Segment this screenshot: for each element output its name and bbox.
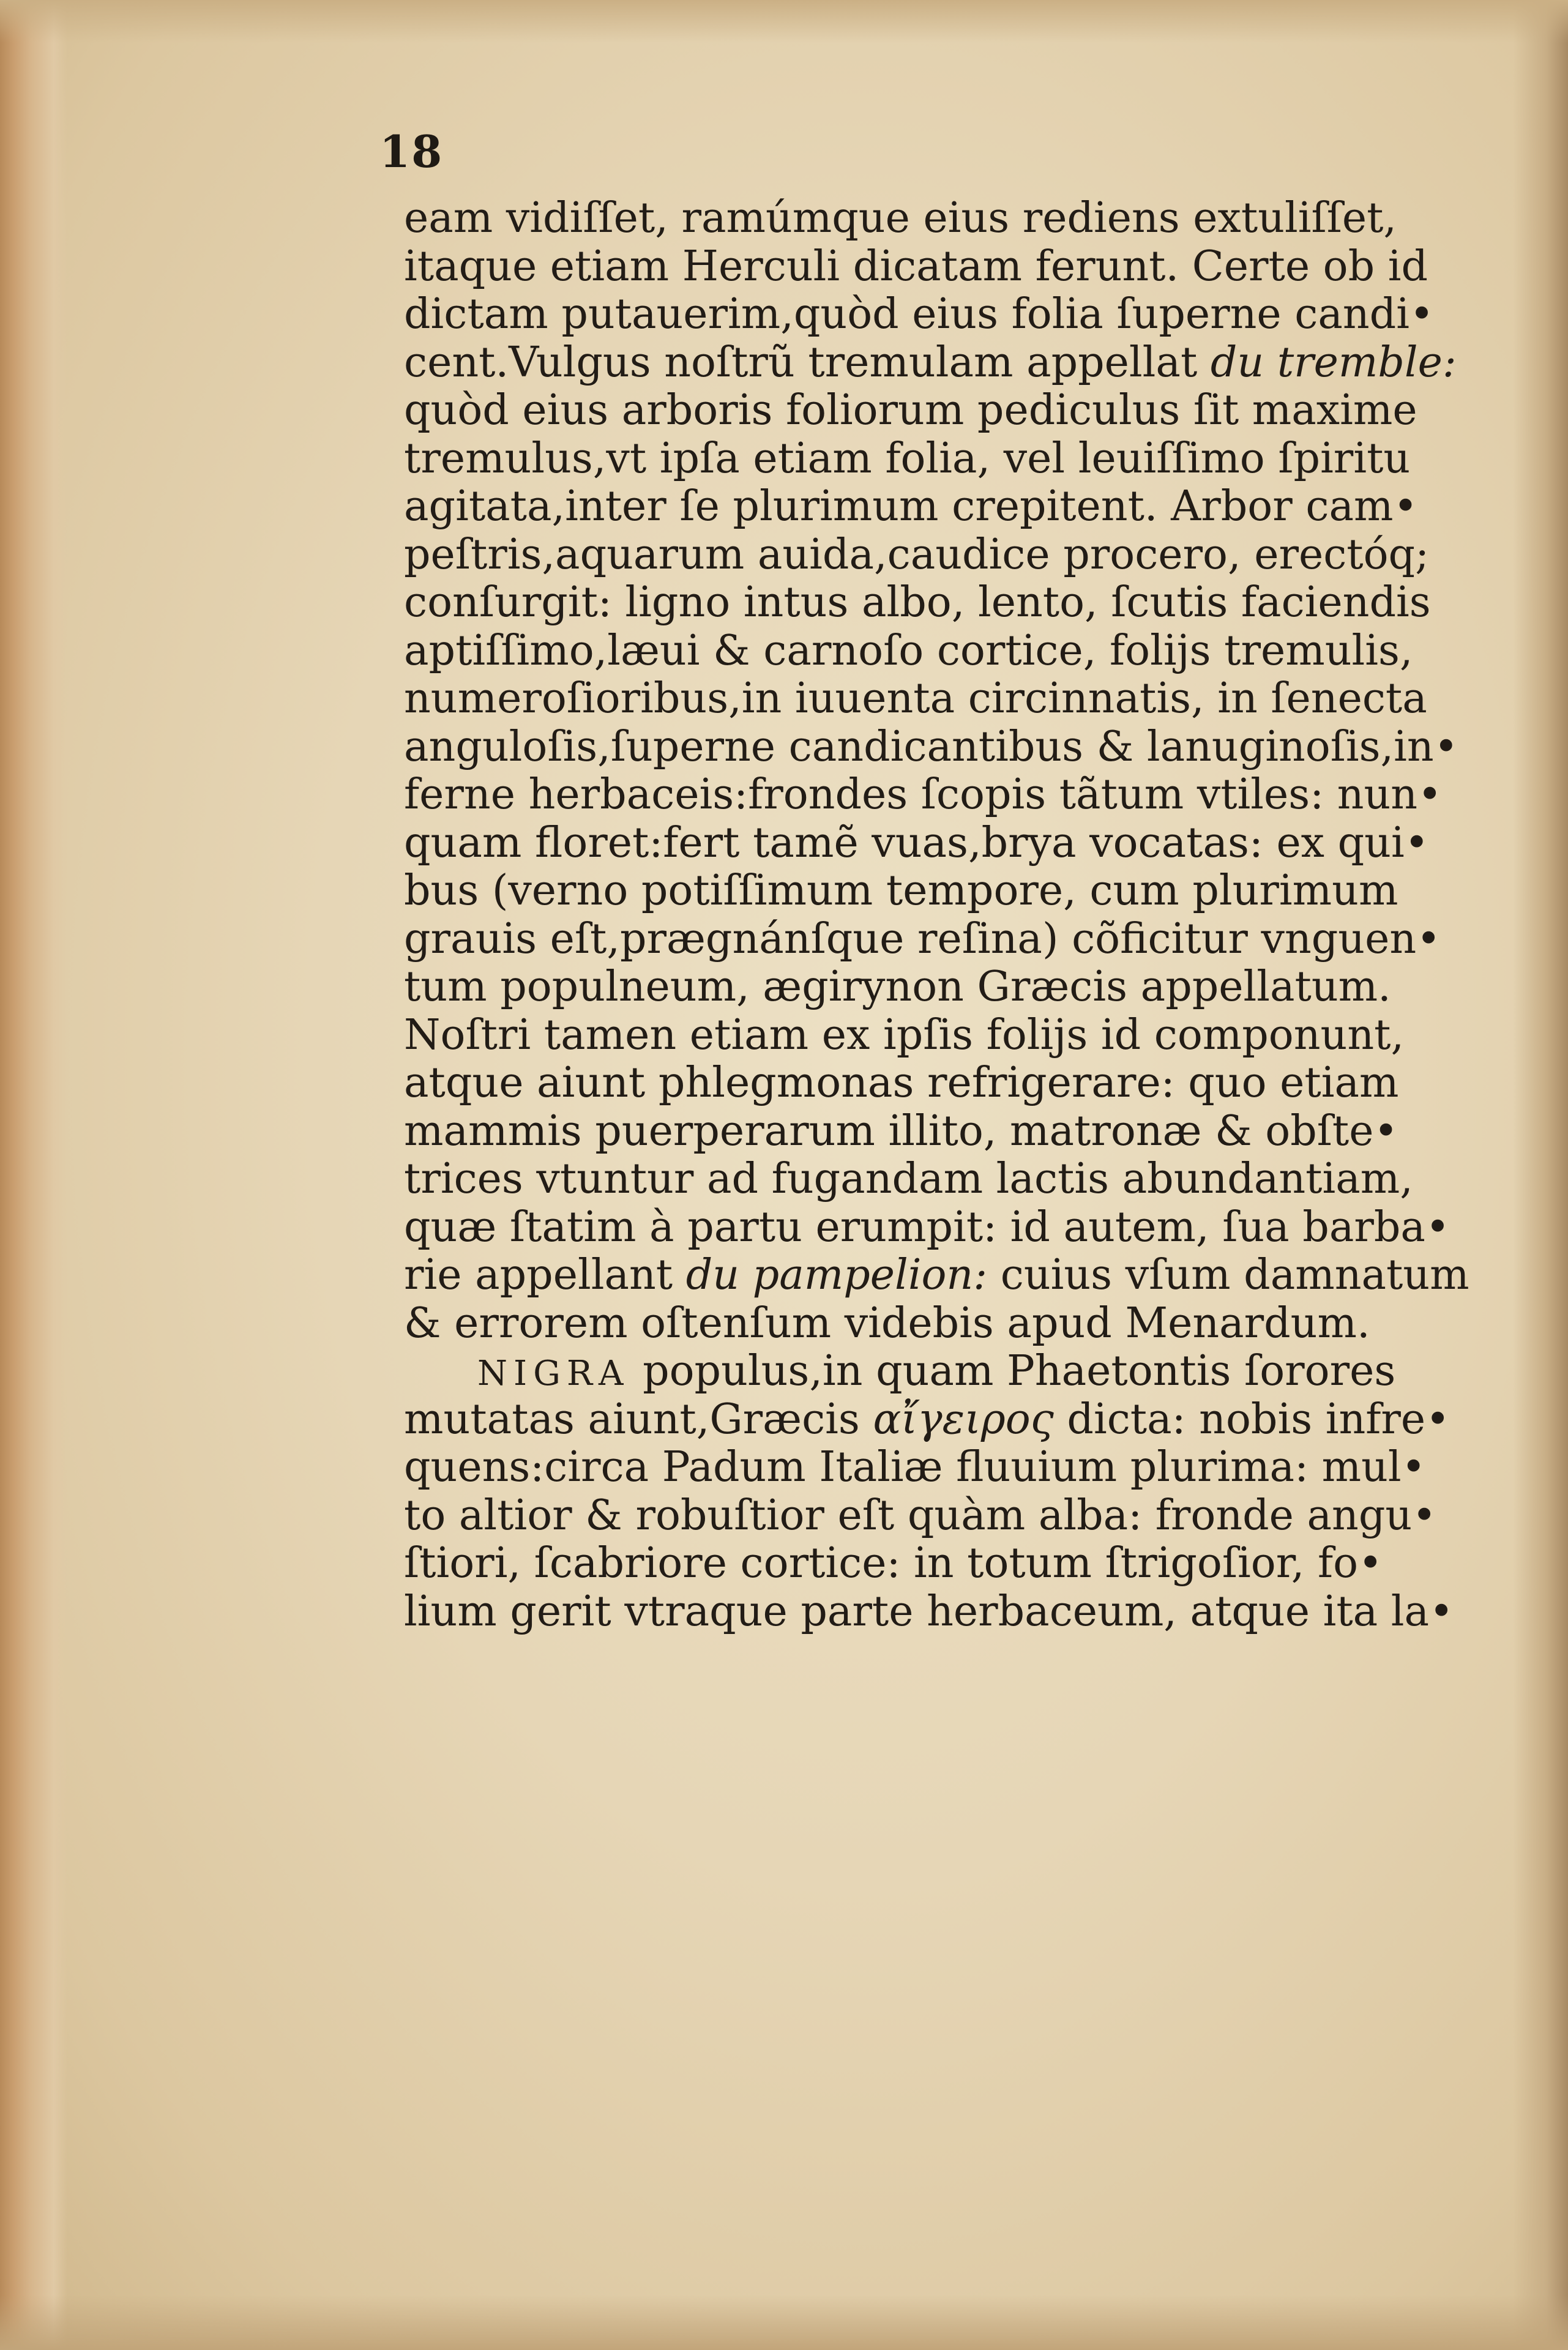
text-line: quòd eius arboris foliorum pediculus ſit maxime [404,386,1417,435]
text-line: quæ ſtatim à partu erumpit: id autem, ſua barba• [404,1203,1450,1251]
text-line: quens:circa Padum Italiæ fluuium plurima: mul• [404,1443,1426,1491]
text-line: numeroſioribus,in iuuenta circinnatis, in ſenecta [404,674,1427,723]
text-segment: cent.Vulgus noſtrũ tremulam appellat [404,338,1211,387]
text-line: trices vtuntur ad fugandam lactis abundantiam, [404,1155,1413,1203]
text-line: to altior & robuſtior eſt quàm alba: fronde angu• [404,1491,1437,1540]
text-line: eam vidiſſet, ramúmque eius rediens extuliſſet, [404,194,1397,242]
text-segment: dicta: nobis infre• [1053,1395,1450,1444]
text-line [404,1396,1567,1444]
text-line: Noſtri tamen etiam ex ipſis folijs id componunt, [404,1010,1405,1059]
text-line: grauis eſt,prægnánſque reſina) cõficitur vnguen• [404,914,1441,963]
text-line: mammis puerperarum illito, matronæ & obſte• [404,1106,1398,1155]
text-segment: populus,in quam Phaetontis ſorores [629,1347,1396,1395]
text-line: lium gerit vtraque parte herbaceum, atque ita la• [404,1587,1454,1636]
page-shadow-left [0,0,67,2350]
text-line: ſtiori, ſcabriore cortice: in totum ſtrigoſior, fo• [404,1539,1383,1587]
text-line: aptiſſimo,læui & carnoſo cortice, folijs tremulis, [404,626,1413,675]
greek-term: αἴγειρος [873,1395,1054,1444]
text-line: quam floret:fert tamẽ vuas,brya vocatas: ex qui• [404,818,1429,867]
italic-vernacular-term: du pampelion: [685,1251,988,1299]
text-line: conſurgit: ligno intus albo, lento, ſcutis faciendis [404,578,1431,627]
text-line: bus (verno potiſſimum tempore, cum plurimum [404,867,1398,915]
body-text [404,195,1567,1636]
text-line [404,339,1567,387]
text-line: & errorem oſtenſum videbis apud Menardum. [404,1299,1370,1348]
text-segment: cuius vſum damnatum [987,1251,1469,1299]
text-line: atque aiunt phlegmonas refrigerare: quo etiam [404,1059,1399,1107]
text-line: tum populneum, ægirynon Græcis appellatum. [404,963,1391,1011]
text-line: anguloſis,ſuperne candicantibus & lanuginoſis,in• [404,722,1458,771]
text-line [404,1251,1567,1300]
text-line [404,1348,1567,1396]
page-shadow-top [0,0,1568,43]
text-line: dictam putauerim,quòd eius folia ſuperne candi• [404,290,1435,338]
text-line: peſtris,aquarum auida,caudice procero, erectóq; [404,530,1429,579]
page-number: 18 [379,125,444,177]
text-segment: rie appellant [404,1251,686,1299]
page-shadow-bottom [0,2295,1568,2350]
text-line: tremulus,vt ipſa etiam folia, vel leuiſſimo ſpiritu [404,434,1411,483]
text-line: itaque etiam Herculi dicatam ferunt. Certe ob id [404,242,1428,291]
text-segment: mutatas aiunt,Græcis [404,1395,873,1444]
smallcaps-lead-word: NIGRA [477,1354,630,1393]
text-line: ferne herbaceis:frondes ſcopis tãtum vtiles: nun• [404,770,1443,819]
italic-vernacular-term: du tremble: [1210,338,1457,387]
text-line: agitata,inter ſe plurimum crepitent. Arbor cam• [404,482,1418,531]
